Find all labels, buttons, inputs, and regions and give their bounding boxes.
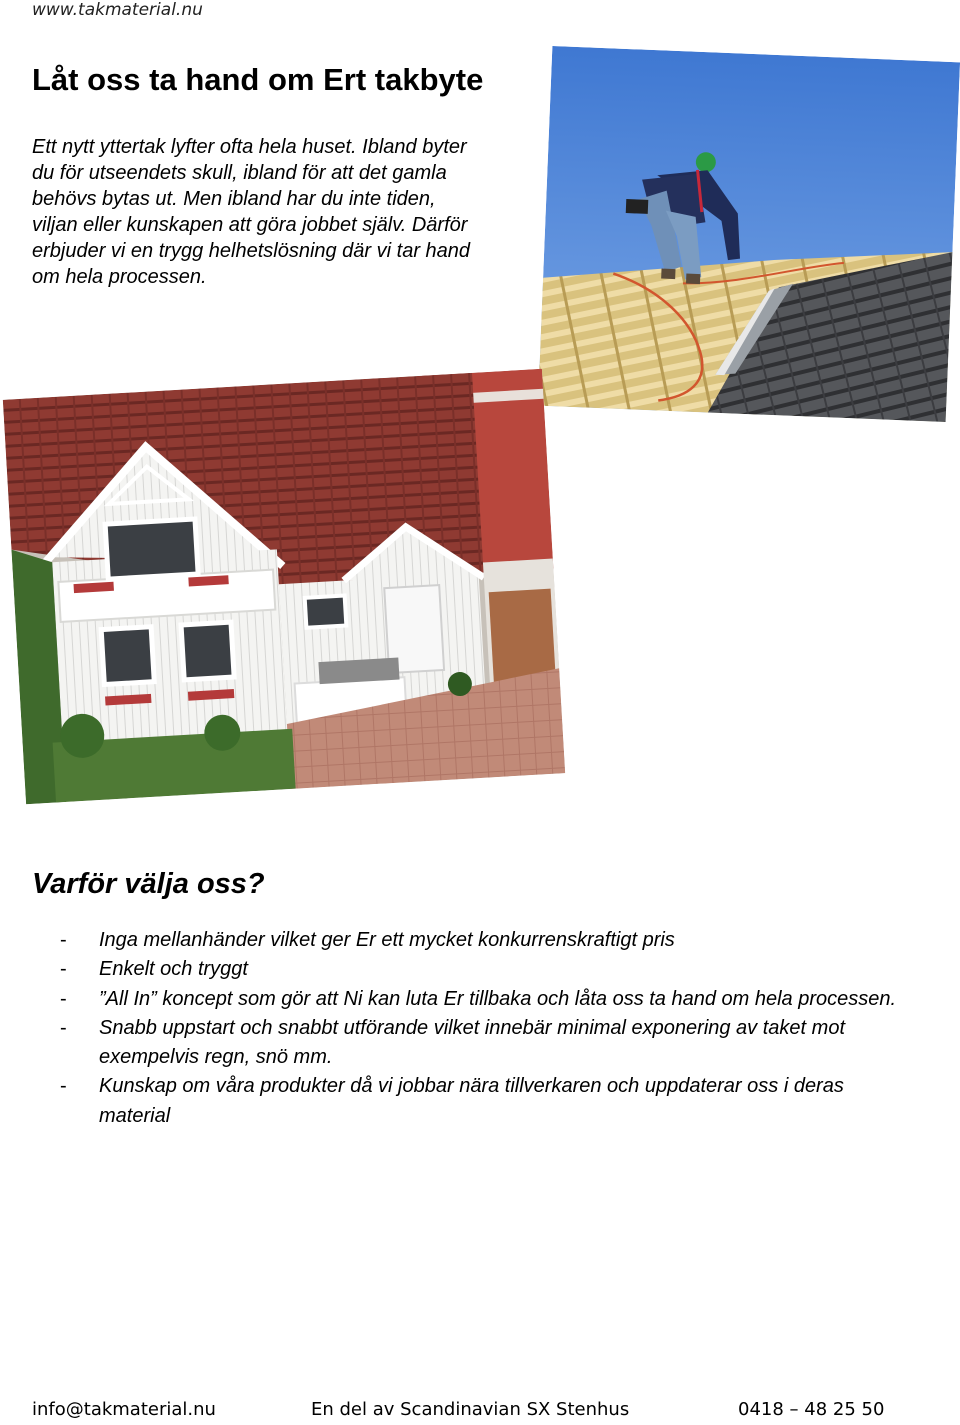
roofer-illustration	[538, 46, 960, 422]
house-illustration	[3, 369, 565, 804]
list-item	[60, 1072, 920, 1131]
bullet-dash: -	[60, 929, 67, 951]
intro-line: du för utseendets skull, ibland för att det gamla	[32, 162, 447, 184]
list-item-text: Enkelt och tryggt	[99, 958, 248, 981]
footer-phone[interactable]: 0418 – 48 25 50	[738, 1399, 885, 1420]
list-item	[60, 985, 920, 1014]
list-item-text: ”All In” koncept som gör att Ni kan luta Er tillbaka och låta oss ta hand om hela processen.	[99, 987, 897, 1010]
intro-line: om hela processen.	[32, 266, 207, 288]
footer-company: En del av Scandinavian SX Stenhus	[311, 1399, 630, 1420]
list-item-text: Kunskap om våra produkter då vi jobbar nära tillverkaren och uppdaterar oss i deras material	[99, 1075, 844, 1127]
footer	[32, 1399, 892, 1425]
list-item-text: Snabb uppstart och snabbt utförande vilket innebär minimal exponering av taket mot exempelvis regn, snö mm.	[99, 1016, 845, 1069]
footer-email[interactable]: info@takmaterial.nu	[32, 1399, 216, 1420]
intro-line: erbjuder vi en trygg helhetslösning där vi tar hand	[32, 240, 471, 262]
bullet-dash: -	[60, 987, 67, 1010]
bullet-dash: -	[60, 1075, 67, 1098]
header-url[interactable]: www.takmaterial.nu	[32, 0, 203, 20]
list-item	[60, 926, 920, 955]
page-title: Låt oss ta hand om Ert takbyte	[32, 62, 484, 97]
intro-line: viljan eller kunskapen att göra jobbet själv. Därför	[32, 214, 468, 236]
roofer-photo	[538, 46, 960, 422]
bullet-dash: -	[60, 958, 67, 981]
intro-paragraph	[32, 134, 532, 290]
bullet-dash: -	[60, 1016, 67, 1039]
reasons-list	[60, 926, 920, 1131]
intro-line: behövs bytas ut. Men ibland har du inte tiden,	[32, 188, 436, 210]
list-item	[60, 1014, 920, 1073]
list-item	[60, 955, 920, 984]
list-item-text: Inga mellanhänder vilket ger Er ett mycket konkurrenskraftigt pris	[99, 929, 675, 951]
intro-line: Ett nytt yttertak lyfter ofta hela huset. Ibland byter	[32, 136, 467, 158]
section-title-why: Varför välja oss?	[32, 868, 265, 900]
house-photo	[3, 369, 565, 804]
